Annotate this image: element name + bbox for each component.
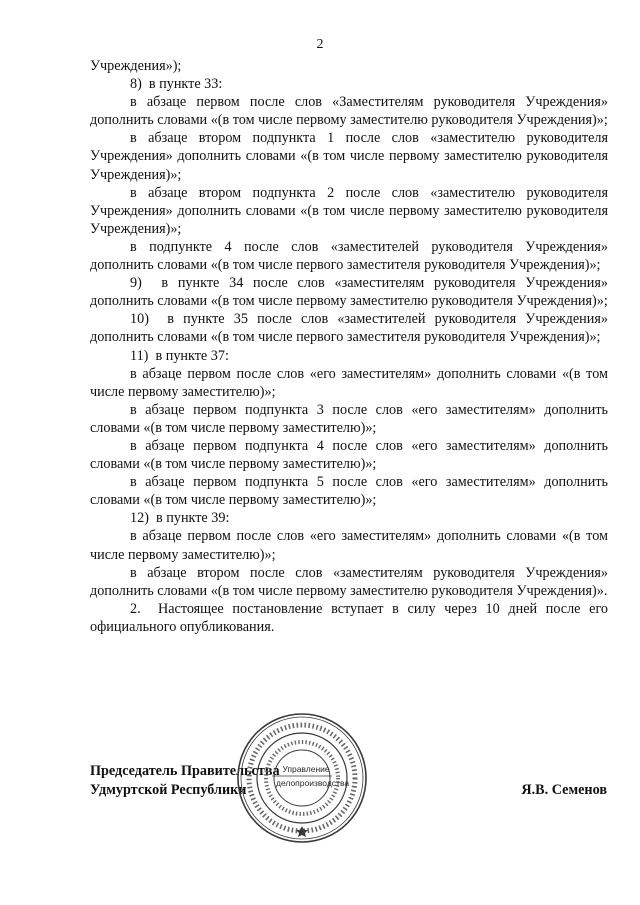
- signatory-position-line-2: Удмуртской Республики: [90, 781, 247, 798]
- document-paragraph: 10) в пункте 35 после слов «заместителей руководителя Учреждения» дополнить словами «(в том числе первого заместителя руководителя Учреждения)»;: [90, 311, 608, 346]
- document-paragraph: в абзаце первом подпункта 3 после слов «его заместителям» дополнить словами «(в том числе первому заместителю)»;: [90, 401, 608, 436]
- page-number: 2: [316, 37, 324, 52]
- document-paragraph: в абзаце втором после слов «заместителям руководителя Учреждения» дополнить словами «(в том числе первому заместителю руководителя Учреждения)».: [90, 564, 608, 599]
- document-paragraph: в абзаце втором подпункта 2 после слов «заместителю руководителя Учреждения» дополнить словами «(в том числе первому заместителю руководителя Учреждения)»;: [90, 184, 608, 237]
- stamp-text-line-2: делопроизводства: [276, 778, 350, 788]
- document-paragraph: в абзаце втором подпункта 1 после слов «заместителю руководителя Учреждения» дополнить словами «(в том числе первому заместителю руководителя Учреждения)»;: [90, 130, 608, 183]
- document-paragraph: в абзаце первом после слов «его заместителям» дополнить словами «(в том числе первому заместителю)»;: [90, 365, 608, 400]
- document-paragraph: Учреждения»);: [90, 58, 182, 74]
- document-paragraph: 2. Настоящее постановление вступает в силу через 10 дней после его официального опубликования.: [90, 600, 608, 635]
- document-paragraph: в абзаце первом после слов «его заместителям» дополнить словами «(в том числе первому заместителю)»;: [90, 528, 608, 563]
- stamp-text-line-1: Управление: [282, 764, 330, 774]
- document-body: [90, 57, 608, 636]
- official-stamp: [234, 710, 370, 846]
- document-paragraph: в абзаце первом после слов «Заместителям руководителя Учреждения» дополнить словами «(в том числе первому заместителю руководителя Учреждения)»;: [90, 94, 608, 129]
- document-paragraph: 11) в пункте 37:: [130, 347, 229, 364]
- signatory-position-line-1: Председатель Правительства: [90, 763, 280, 779]
- document-paragraph: 9) в пункте 34 после слов «заместителям руководителя Учреждения» дополнить словами «(в том числе первому заместителю руководителя Учреждения)»;: [90, 275, 608, 310]
- document-paragraph: 12) в пункте 39:: [130, 510, 230, 527]
- document-paragraph: в абзаце первом подпункта 5 после слов «его заместителям» дополнить словами «(в том числе первому заместителю)»;: [90, 474, 608, 509]
- document-paragraph: в абзаце первом подпункта 4 после слов «его заместителям» дополнить словами «(в том числе первому заместителю)»;: [90, 437, 608, 473]
- document-paragraph: 8) в пункте 33:: [130, 76, 223, 93]
- document-paragraph: в подпункте 4 после слов «заместителей руководителя Учреждения» дополнить словами «(в том числе первого заместителя руководителя Учреждения)»;: [90, 238, 608, 274]
- signatory-name: Я.В. Семенов: [521, 782, 607, 798]
